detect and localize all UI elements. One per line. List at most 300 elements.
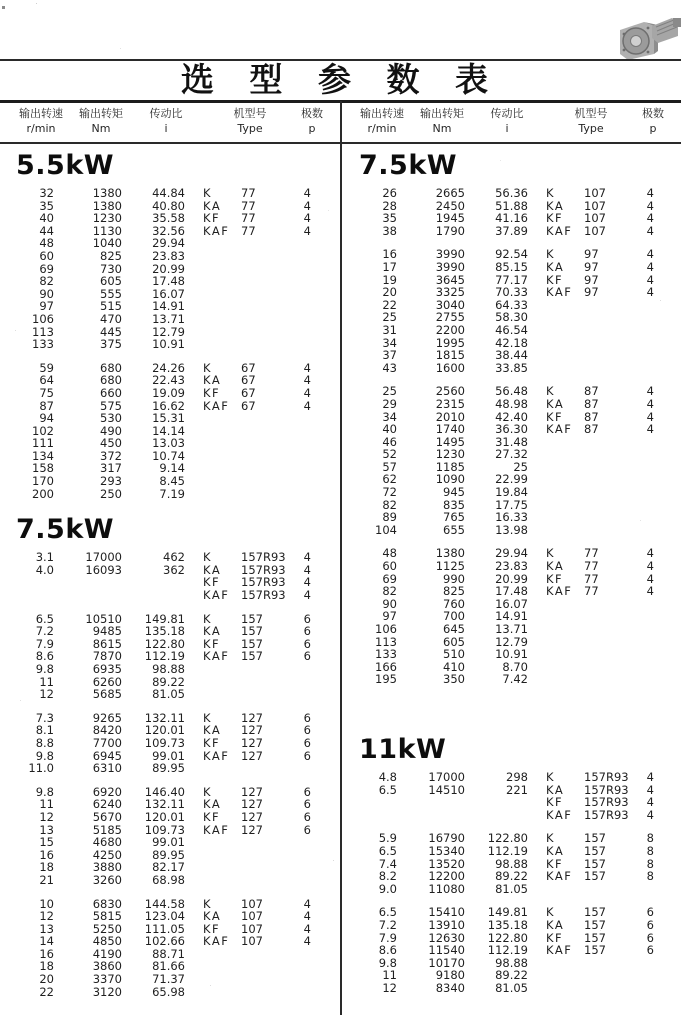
speed-cell bbox=[343, 796, 397, 809]
ratio-cell: 89.22 bbox=[495, 968, 528, 983]
poles-cell bbox=[632, 362, 654, 375]
type-prefix-cell: K bbox=[203, 186, 213, 200]
power-section bbox=[343, 150, 681, 686]
torque-cell: 372 bbox=[100, 448, 122, 463]
poles-cell: 4 bbox=[303, 575, 311, 590]
speed-cell: 43 bbox=[382, 360, 397, 375]
poles-cell: 6 bbox=[303, 649, 311, 664]
torque-cell: 575 bbox=[100, 398, 122, 413]
type-prefix-cell: K bbox=[203, 550, 213, 565]
torque-cell: 825 bbox=[100, 248, 122, 263]
poles-cell: 4 bbox=[646, 769, 654, 784]
type-size-cell: 157R93 bbox=[241, 562, 286, 577]
torque-cell: 4250 bbox=[92, 847, 122, 862]
torque-cell: 2450 bbox=[435, 198, 465, 213]
row-group bbox=[0, 786, 339, 887]
type-prefix-cell: KAF bbox=[546, 943, 573, 958]
gearmotor-photo-icon bbox=[610, 10, 681, 62]
row-group bbox=[343, 547, 681, 686]
poles-cell: 8 bbox=[646, 831, 654, 846]
torque-cell: 3990 bbox=[435, 259, 465, 274]
poles-cell: 4 bbox=[303, 385, 311, 400]
table-row bbox=[0, 737, 339, 750]
table-row bbox=[343, 423, 681, 436]
ratio-cell: 24.26 bbox=[152, 360, 185, 375]
speed-cell: 28 bbox=[382, 198, 397, 213]
torque-cell: 490 bbox=[100, 423, 122, 438]
speed-cell: 64 bbox=[39, 373, 54, 388]
poles-cell bbox=[632, 648, 654, 661]
speed-cell: 12 bbox=[39, 687, 54, 702]
table-row bbox=[0, 338, 339, 351]
ratio-label: 传动比 bbox=[490, 107, 524, 120]
poles-cell bbox=[289, 338, 311, 351]
type-size-cell bbox=[241, 836, 289, 849]
table-row bbox=[0, 313, 339, 326]
torque-cell: 11080 bbox=[428, 881, 465, 896]
poles-cell bbox=[632, 673, 654, 686]
poles-cell: 6 bbox=[303, 809, 311, 824]
col-header-type bbox=[218, 106, 282, 136]
poles-cell: 4 bbox=[646, 396, 654, 411]
speed-cell: 133 bbox=[32, 337, 54, 352]
table-row bbox=[0, 437, 339, 450]
type-prefix-cell bbox=[203, 250, 241, 263]
poles-cell bbox=[632, 883, 654, 896]
ratio-cell: 20.99 bbox=[152, 261, 185, 276]
speed-cell: 11 bbox=[382, 968, 397, 983]
speed-cell: 22 bbox=[39, 984, 54, 999]
col-header-type bbox=[559, 106, 623, 136]
poles-cell bbox=[632, 349, 654, 362]
torque-cell: 410 bbox=[443, 659, 465, 674]
speed-cell: 7.4 bbox=[378, 856, 397, 871]
ratio-cell: 112.19 bbox=[144, 649, 185, 664]
speed-unit: r/min bbox=[367, 122, 397, 135]
poles-cell: 4 bbox=[646, 795, 654, 810]
poles-cell bbox=[289, 275, 311, 288]
type-size-cell bbox=[241, 412, 289, 425]
type-size-cell bbox=[241, 676, 289, 689]
poles-cell: 6 bbox=[303, 611, 311, 626]
torque-cell: 13910 bbox=[428, 917, 465, 932]
speed-cell: 40 bbox=[382, 422, 397, 437]
table-header-right bbox=[341, 104, 681, 142]
speed-cell: 170 bbox=[32, 474, 54, 489]
torque-cell: 1815 bbox=[435, 348, 465, 363]
poles-cell: 4 bbox=[303, 921, 311, 936]
type-size-cell bbox=[584, 661, 632, 674]
type-prefix-cell: KF bbox=[203, 735, 221, 750]
speed-cell: 94 bbox=[39, 411, 54, 426]
table-row bbox=[0, 663, 339, 676]
torque-cell: 1380 bbox=[92, 186, 122, 200]
ratio-cell: 70.33 bbox=[495, 285, 528, 300]
speed-cell: 8.6 bbox=[35, 649, 54, 664]
type-prefix-cell bbox=[546, 349, 584, 362]
poles-cell: 4 bbox=[646, 223, 654, 238]
type-size-cell bbox=[241, 861, 289, 874]
type-size-cell bbox=[584, 511, 632, 524]
speed-cell: 7.3 bbox=[35, 710, 54, 725]
poles-cell bbox=[289, 437, 311, 450]
type-prefix-cell bbox=[203, 326, 241, 339]
poles-cell: 4 bbox=[303, 909, 311, 924]
torque-cell: 4680 bbox=[92, 835, 122, 850]
torque-cell: 5685 bbox=[92, 687, 122, 702]
type-size-cell: 97 bbox=[584, 247, 599, 262]
type-size-cell: 107 bbox=[241, 909, 263, 924]
poles-cell bbox=[289, 948, 311, 961]
ratio-cell: 44.84 bbox=[152, 186, 185, 200]
ratio-cell: 98.88 bbox=[495, 955, 528, 970]
speed-cell: 7.2 bbox=[35, 624, 54, 639]
table-row bbox=[343, 324, 681, 337]
scan-noise bbox=[0, 0, 1, 1]
torque-cell: 990 bbox=[443, 571, 465, 586]
table-row bbox=[343, 362, 681, 375]
type-size-cell bbox=[241, 437, 289, 450]
speed-cell: 158 bbox=[32, 461, 54, 476]
torque-cell: 6935 bbox=[92, 662, 122, 676]
table-row bbox=[343, 560, 681, 573]
speed-cell: 20 bbox=[382, 285, 397, 300]
torque-cell: 8340 bbox=[435, 980, 465, 995]
table-row bbox=[0, 275, 339, 288]
type-prefix-cell: KAF bbox=[546, 869, 573, 884]
table-row bbox=[0, 874, 339, 887]
col-header-speed bbox=[349, 106, 415, 136]
ratio-cell: 46.54 bbox=[495, 322, 528, 337]
type-prefix-cell: KAF bbox=[546, 422, 573, 437]
row-group bbox=[0, 551, 339, 601]
torque-cell: 1380 bbox=[435, 546, 465, 561]
poles-cell: 4 bbox=[646, 259, 654, 274]
poles-cell bbox=[289, 488, 311, 501]
type-prefix-cell bbox=[203, 300, 241, 313]
type-prefix-cell: KA bbox=[203, 797, 222, 812]
poles-cell: 6 bbox=[303, 735, 311, 750]
poles-cell: 4 bbox=[646, 584, 654, 599]
ratio-cell: 149.81 bbox=[144, 611, 185, 626]
type-size-cell: 77 bbox=[584, 546, 599, 561]
row-group bbox=[343, 187, 681, 237]
type-size-cell bbox=[241, 250, 289, 263]
poles-cell bbox=[289, 313, 311, 326]
type-size-cell: 157R93 bbox=[241, 588, 286, 603]
table-row bbox=[0, 973, 339, 986]
type-prefix-cell bbox=[203, 861, 241, 874]
torque-cell: 16093 bbox=[85, 562, 122, 577]
torque-cell: 825 bbox=[443, 584, 465, 599]
ratio-cell: 42.40 bbox=[495, 409, 528, 424]
speed-cell: 134 bbox=[32, 448, 54, 463]
poles-cell bbox=[289, 973, 311, 986]
ratio-cell: 27.32 bbox=[495, 447, 528, 462]
type-size-cell bbox=[584, 598, 632, 611]
type-size-cell: 157 bbox=[241, 636, 263, 651]
type-prefix-cell bbox=[546, 324, 584, 337]
speed-cell: 9.8 bbox=[35, 784, 54, 799]
speed-cell: 102 bbox=[32, 423, 54, 438]
poles-cell: 4 bbox=[303, 186, 311, 200]
type-size-cell: 67 bbox=[241, 398, 256, 413]
ratio-cell: 462 bbox=[163, 550, 185, 565]
type-size-cell: 107 bbox=[241, 921, 263, 936]
table-row bbox=[343, 212, 681, 225]
table-row bbox=[343, 448, 681, 461]
ratio-cell: 56.48 bbox=[495, 384, 528, 399]
speed-cell: 9.8 bbox=[35, 748, 54, 763]
torque-cell: 7870 bbox=[92, 649, 122, 664]
poles-cell: 4 bbox=[646, 409, 654, 424]
type-prefix-cell bbox=[546, 673, 584, 686]
ratio-cell: 112.19 bbox=[487, 843, 528, 858]
row-group bbox=[343, 248, 681, 374]
poles-cell bbox=[632, 598, 654, 611]
type-prefix-cell bbox=[203, 425, 241, 438]
table-header-left bbox=[0, 104, 340, 142]
type-label: 机型号 bbox=[233, 107, 267, 120]
type-size-cell: 157R93 bbox=[584, 782, 629, 797]
ratio-cell: 22.99 bbox=[495, 472, 528, 487]
poles-cell bbox=[289, 849, 311, 862]
table-row bbox=[343, 398, 681, 411]
type-size-cell bbox=[241, 326, 289, 339]
poles-cell bbox=[289, 861, 311, 874]
ratio-cell: 146.40 bbox=[144, 784, 185, 799]
row-group bbox=[343, 906, 681, 994]
row-group bbox=[0, 362, 339, 501]
speed-cell: 195 bbox=[375, 672, 397, 687]
torque-cell bbox=[54, 589, 122, 602]
torque-cell: 1495 bbox=[435, 434, 465, 449]
speed-cell: 97 bbox=[382, 609, 397, 624]
type-size-cell: 157 bbox=[241, 649, 263, 664]
type-size-cell bbox=[241, 948, 289, 961]
type-size-cell: 127 bbox=[241, 735, 263, 750]
ratio-cell: 112.19 bbox=[487, 943, 528, 958]
poles-cell: 8 bbox=[646, 856, 654, 871]
torque-cell: 6310 bbox=[92, 761, 122, 776]
speed-cell: 20 bbox=[39, 972, 54, 987]
poles-cell bbox=[289, 326, 311, 339]
type-prefix-cell: KA bbox=[546, 198, 565, 213]
torque-cell: 660 bbox=[100, 385, 122, 400]
poles-cell bbox=[632, 448, 654, 461]
type-size-cell bbox=[241, 849, 289, 862]
table-row bbox=[343, 771, 681, 784]
speed-label: 输出转速 bbox=[19, 107, 63, 120]
ratio-cell: 42.18 bbox=[495, 335, 528, 350]
col-header-poles bbox=[288, 106, 336, 136]
torque-cell: 9180 bbox=[435, 968, 465, 983]
type-size-cell: 87 bbox=[584, 384, 599, 399]
ratio-cell: 144.58 bbox=[144, 896, 185, 911]
type-size-cell bbox=[241, 263, 289, 276]
poles-cell: 4 bbox=[646, 422, 654, 437]
speed-cell: 7.2 bbox=[378, 917, 397, 932]
poles-cell bbox=[632, 461, 654, 474]
type-size-cell bbox=[584, 448, 632, 461]
speed-cell: 48 bbox=[382, 546, 397, 561]
torque-cell: 3880 bbox=[92, 860, 122, 875]
type-prefix-cell: KA bbox=[546, 259, 565, 274]
speed-cell: 69 bbox=[382, 571, 397, 586]
power-section bbox=[343, 734, 681, 995]
type-prefix-cell bbox=[203, 973, 241, 986]
ratio-cell: 16.33 bbox=[495, 510, 528, 525]
table-row bbox=[343, 784, 681, 797]
speed-cell: 113 bbox=[375, 634, 397, 649]
table-row bbox=[0, 488, 339, 501]
speed-cell: 82 bbox=[382, 584, 397, 599]
type-prefix-cell: KF bbox=[203, 809, 221, 824]
type-prefix-cell bbox=[203, 488, 241, 501]
torque-cell: 3990 bbox=[435, 247, 465, 262]
torque-cell: 17000 bbox=[428, 769, 465, 784]
type-size-cell: 77 bbox=[241, 186, 256, 200]
type-size-cell: 87 bbox=[584, 409, 599, 424]
col-header-poles bbox=[629, 106, 677, 136]
speed-cell: 37 bbox=[382, 348, 397, 363]
table-row bbox=[343, 809, 681, 822]
type-prefix-cell: K bbox=[546, 769, 556, 784]
power-section bbox=[0, 150, 339, 500]
torque-label: 输出转矩 bbox=[79, 107, 123, 120]
poles-label: 极数 bbox=[301, 107, 323, 120]
speed-cell: 8.1 bbox=[35, 723, 54, 738]
speed-cell: 21 bbox=[39, 872, 54, 887]
poles-cell: 4 bbox=[646, 186, 654, 200]
type-size-cell: 77 bbox=[584, 559, 599, 574]
type-size-cell: 157 bbox=[584, 856, 606, 871]
ratio-cell: 20.99 bbox=[495, 571, 528, 586]
col-header-torque bbox=[411, 106, 473, 136]
ratio-cell: 7.42 bbox=[502, 672, 528, 687]
type-size-cell: 127 bbox=[241, 710, 263, 725]
row-group bbox=[343, 385, 681, 536]
ratio-cell: 16.62 bbox=[152, 398, 185, 413]
type-prefix-cell bbox=[203, 762, 241, 775]
type-prefix-cell: K bbox=[203, 360, 213, 375]
torque-cell: 375 bbox=[100, 337, 122, 352]
torque-label: 输出转矩 bbox=[420, 107, 464, 120]
row-group bbox=[0, 613, 339, 701]
type-prefix-cell bbox=[203, 437, 241, 450]
speed-cell: 90 bbox=[382, 596, 397, 611]
type-prefix-cell: KAF bbox=[203, 649, 230, 664]
table-row bbox=[343, 623, 681, 636]
poles-cell bbox=[632, 486, 654, 499]
ratio-cell: 37.89 bbox=[495, 223, 528, 238]
type-prefix-cell bbox=[546, 511, 584, 524]
speed-cell: 26 bbox=[382, 186, 397, 200]
type-size-cell: 157 bbox=[241, 624, 263, 639]
torque-cell: 3260 bbox=[92, 872, 122, 887]
type-prefix-cell: K bbox=[203, 611, 213, 626]
poles-cell: 6 bbox=[303, 624, 311, 639]
type-size-cell bbox=[584, 362, 632, 375]
table-row bbox=[343, 982, 681, 995]
type-prefix-cell: KF bbox=[203, 211, 221, 226]
type-prefix-cell bbox=[546, 648, 584, 661]
torque-cell: 1945 bbox=[435, 211, 465, 226]
type-size-cell bbox=[241, 663, 289, 676]
type-prefix-cell bbox=[203, 676, 241, 689]
speed-cell: 3.1 bbox=[35, 550, 54, 565]
torque-cell: 645 bbox=[443, 622, 465, 636]
ratio-cell: 99.01 bbox=[152, 748, 185, 763]
table-row bbox=[0, 576, 339, 589]
power-heading: 11kW bbox=[359, 733, 447, 765]
poles-cell: 6 bbox=[303, 822, 311, 837]
speed-cell: 8.6 bbox=[378, 943, 397, 958]
torque-cell: 530 bbox=[100, 411, 122, 426]
type-prefix-cell bbox=[546, 436, 584, 449]
speed-cell bbox=[0, 576, 54, 589]
torque-cell: 9265 bbox=[92, 710, 122, 725]
speed-cell: 48 bbox=[39, 236, 54, 251]
type-prefix-cell bbox=[203, 663, 241, 676]
speed-cell: 57 bbox=[382, 459, 397, 474]
col-header-ratio bbox=[477, 106, 537, 136]
type-prefix-cell: KAF bbox=[546, 807, 573, 822]
torque-cell: 1740 bbox=[435, 422, 465, 437]
page-title: 选 型 参 数 表 bbox=[181, 60, 500, 99]
type-size-cell bbox=[584, 299, 632, 312]
type-size-cell bbox=[584, 524, 632, 537]
type-prefix-cell bbox=[203, 338, 241, 351]
ratio-unit: i bbox=[505, 122, 509, 135]
type-prefix-cell bbox=[203, 960, 241, 973]
type-size-cell: 157 bbox=[241, 611, 263, 626]
table-row bbox=[0, 762, 339, 775]
type-size-cell bbox=[584, 337, 632, 350]
speed-cell: 38 bbox=[382, 223, 397, 238]
poles-label: 极数 bbox=[642, 107, 664, 120]
speed-cell: 10 bbox=[39, 896, 54, 911]
type-prefix-cell: KF bbox=[546, 856, 564, 871]
type-size-cell bbox=[241, 986, 289, 999]
row-group bbox=[343, 832, 681, 895]
torque-cell: 12200 bbox=[428, 869, 465, 884]
ratio-cell: 81.05 bbox=[495, 881, 528, 896]
ratio-cell: 122.80 bbox=[487, 930, 528, 945]
speed-cell: 25 bbox=[382, 384, 397, 399]
type-prefix-cell bbox=[203, 412, 241, 425]
type-prefix-cell: KF bbox=[546, 571, 564, 586]
torque-cell: 2755 bbox=[435, 310, 465, 325]
ratio-cell: 31.48 bbox=[495, 434, 528, 449]
ratio-cell: 122.80 bbox=[487, 831, 528, 846]
table-row bbox=[343, 796, 681, 809]
speed-cell: 13 bbox=[39, 921, 54, 936]
type-size-cell bbox=[241, 288, 289, 301]
type-size-cell: 157 bbox=[584, 930, 606, 945]
speed-cell: 104 bbox=[375, 522, 397, 537]
poles-cell: 4 bbox=[646, 384, 654, 399]
speed-cell: 11.0 bbox=[28, 761, 54, 776]
type-prefix-cell bbox=[203, 462, 241, 475]
type-prefix-cell bbox=[546, 448, 584, 461]
type-unit: Type bbox=[578, 122, 604, 135]
type-size-cell bbox=[584, 982, 632, 995]
type-size-cell bbox=[584, 648, 632, 661]
speed-cell: 7.9 bbox=[378, 930, 397, 945]
type-prefix-cell: KAF bbox=[203, 934, 230, 949]
type-prefix-cell: KA bbox=[203, 198, 222, 213]
